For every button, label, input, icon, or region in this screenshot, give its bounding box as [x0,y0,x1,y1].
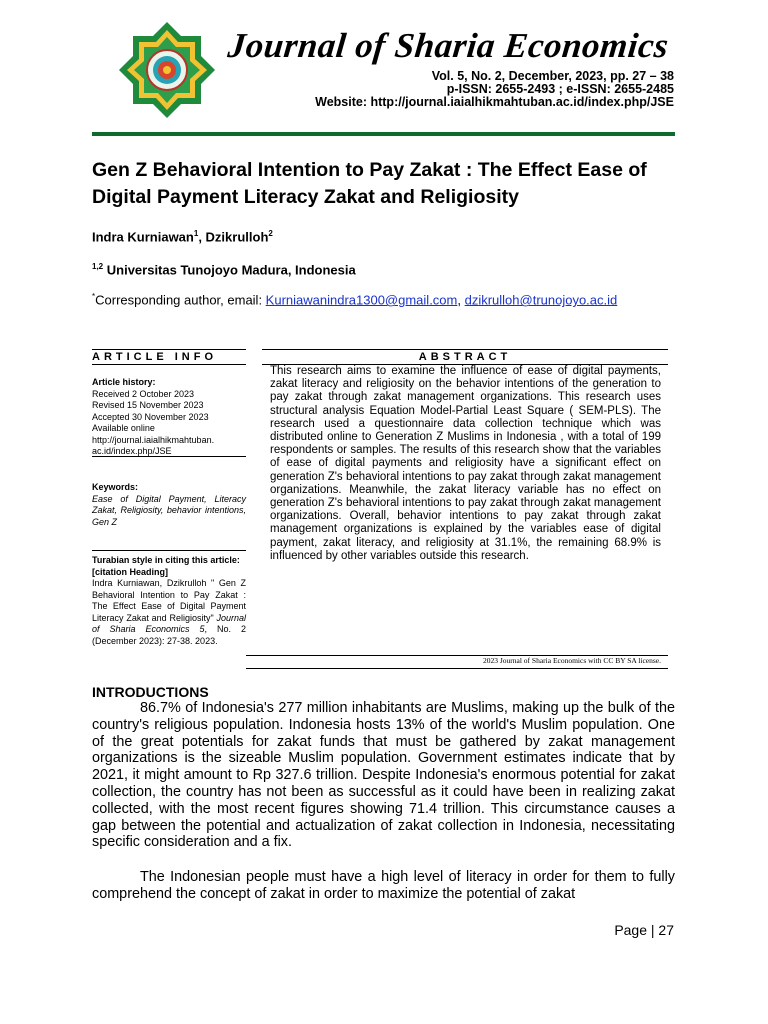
email-separator: , [457,292,465,308]
license-note: 2023 Journal of Sharia Economics with CC BY SA license. [482,656,661,665]
history-item: Available online [92,423,155,433]
journal-name: Journal of Sharia Economics [225,26,671,65]
issue-info: Vol. 5, No. 2, December, 2023, pp. 27 – 38 [431,69,674,83]
info-divider [92,456,246,457]
citation-journal: Journal of Sharia Economics 5 [92,612,246,634]
author-1-sup: 1 [193,229,199,238]
affiliation: Universitas Tunojoyo Madura, Indonesia [106,262,356,278]
history-item: Received 2 October 2023 [92,388,195,399]
body-paragraph-1: 86.7% of Indonesia's 277 million inhabitants are Muslims, making up the bulk of the country's religious population. Indonesia hosts 13% of the world's Muslim population. One of the great potentials for zakat funds that must be gathered by zakat management organizations is the sizeable Muslim population. Government estimates indicate that by 2021, it might amount to Rp 327.6 trillion. Despite Indonesia's enormous potential for zakat collection, the country has not been as successful as it could have been in realizing zakat collected, with the most recent figures showing 71.4 trillion. This circumstance causes a gap between the potential and actualization of zakat collection in Indonesia, necessitating specific consideration and a fix. [92,700,675,851]
journal-logo [117,20,217,120]
header-divider [92,132,675,136]
page-number: Page | 27 [614,922,674,938]
abstract-heading: ABSTRACT [262,349,668,365]
email-link-2[interactable]: dzikrulloh@trunojoyo.ac.id [464,292,618,308]
author-2: Dzikrulloh [205,229,269,245]
citation-text: Indra Kurniawan, Dzikrulloh " Gen Z Behavioral Intention to Pay Zakat : The Effect Ease of Digital Payment Literacy Zakat and Religiosity" [92,578,246,623]
citation-label: Turabian style in citing this article: [citation Heading] [92,555,240,577]
corresponding-author [92,292,617,307]
keywords: Ease of Digital Payment, Literacy Zakat, Religiosity, behavior intentions, Gen Z [92,493,246,527]
article-info-heading: ARTICLE INFO [92,349,246,365]
citation-block [92,555,246,647]
history-item: ac.id/index.php/JSE [92,446,172,456]
keywords-block [92,482,246,528]
author-1: Indra Kurniawan [92,229,194,245]
author-separator: , [198,229,206,245]
issn-info: p-ISSN: 2655-2493 ; e-ISSN: 2655-2485 [446,82,674,96]
article-history [92,377,246,458]
affiliation-sup: 1,2 [92,262,104,271]
license-rule [246,668,668,669]
history-item: Revised 15 November 2023 [92,400,204,410]
section-heading: INTRODUCTIONS [92,684,209,700]
keywords-label: Keywords: [92,482,139,492]
corr-prefix: Corresponding author, email: [95,292,266,308]
citation-tail: , No. 2 (December 2023): 27-38. 2023. [92,624,247,646]
author-line [92,229,273,244]
abstract-text: This research aims to examine the influence of ease of digital payments, zakat literacy and religiosity on the behavior intentions of the generation to pay zakat through zakat management organizations. This research uses structural analysis Equation Model-Partial Least Square ( SEM-PLS). The research used a questionnaire data collection technique which was distributed online to Generation Z Muslims in Indonesia , with a total of 199 respondents or samples. The results of this research show that the variables of ease of digital payments and religiosity have a significant effect on generation Z's behavioral intentions to pay zakat through zakat management organizations. Meanwhile, the zakat literacy variable has no effect on generation Z's behavioral intentions to pay zakat through zakat management organizations. Overall, behavior intentions to pay zakat through zakat management organizations is explained by the variables ease of digital payment, zakat literacy, and religiosity at 31.1%, the remaining 68.9% is influenced by other variables outside this research. [270,365,661,562]
body-paragraph-2: The Indonesian people must have a high level of literacy in order for them to fully comprehend the concept of zakat in order to maximize the potential of zakat [92,869,675,902]
author-2-sup: 2 [268,229,273,238]
email-link-1[interactable]: Kurniawanindra1300@gmail.com [265,292,458,308]
history-label: Article history: [92,377,156,387]
history-item: http://journal.iaialhikmahtuban. [92,434,215,445]
paper-title: Gen Z Behavioral Intention to Pay Zakat : The Effect Ease of Digital Payment Literacy Zakat and Religiosity [92,159,647,208]
journal-website[interactable]: Website: http://journal.iaialhikmahtuban.ac.id/index.php/JSE [315,95,674,109]
info-divider [92,550,246,551]
affiliation-line [92,262,356,277]
corr-star: * [92,292,96,301]
history-item: Accepted 30 November 2023 [92,411,209,422]
